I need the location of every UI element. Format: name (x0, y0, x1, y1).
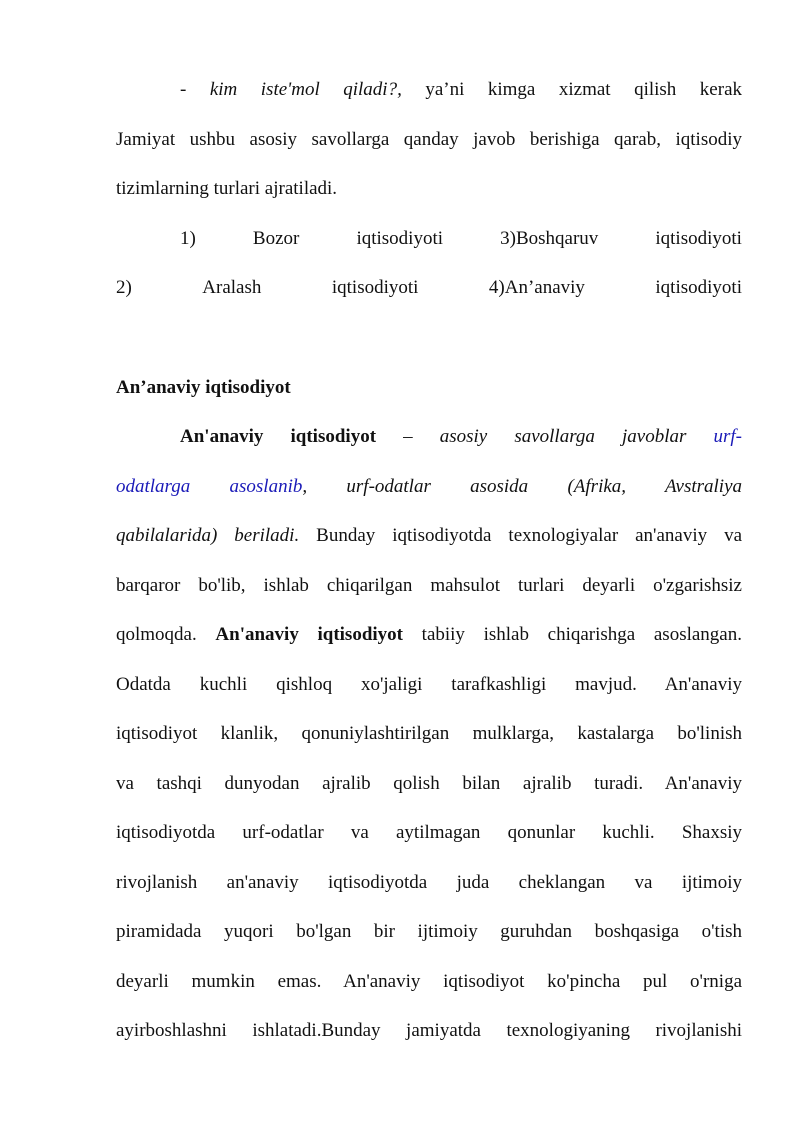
text-line: piramidada yuqori bo'lgan bir ijtimoiy guruhdan boshqasiga o'tish (116, 921, 742, 942)
text-fragment: qolmoqda. (116, 624, 216, 645)
text-line: va tashqi dunyodan ajralib qolish bilan ajralib turadi. An'anaviy (116, 773, 742, 794)
text-line: iqtisodiyotda urf-odatlar va aytilmagan qonunlar kuchli. Shaxsiy (116, 822, 742, 843)
list-cell: 1) (180, 228, 196, 249)
text-fragment: tabiiy ishlab chiqarishga asoslangan. (403, 624, 742, 645)
text-line: Jamiyat ushbu asosiy savollarga qanday javob berishiga qarab, iqtisodiy (116, 129, 742, 150)
list-row-1 (180, 227, 742, 251)
list-cell: Bozor (252, 228, 300, 249)
text-line: barqaror bo'lib, ishlab chiqarilgan mahsulot turlari deyarli o'zgarishsiz (116, 575, 742, 596)
text-fragment: Bunday iqtisodiyotda texnologiyalar an'anaviy va (299, 525, 743, 546)
text-line: Odatda kuchli qishloq xo'jaligi tarafkashligi mavjud. An'anaviy (116, 674, 742, 695)
definition-fragment: – asosiy savollarga javoblar (376, 426, 714, 447)
text-line: iqtisodiyot klanlik, qonuniylashtirilgan mulklarga, kastalarga bo'linish (116, 723, 742, 744)
list-cell: iqtisodiyoti (356, 228, 444, 249)
italic-question: - kim iste'mol qiladi?, (180, 79, 402, 100)
list-cell: iqtisodiyoti (655, 277, 742, 298)
list-cell: iqtisodiyoti (331, 277, 419, 298)
bold-term: An'anaviy iqtisodiyot (215, 624, 403, 645)
text-line (116, 623, 742, 647)
list-cell: Aralash (202, 277, 262, 298)
text-line: tizimlarning turlari ajratiladi. (116, 178, 338, 199)
text-line: deyarli mumkin emas. An'anaviy iqtisodiyot ko'pincha pul o'rniga (116, 971, 742, 992)
section-heading: An’anaviy iqtisodiyot (116, 377, 291, 398)
hyperlink[interactable]: urf- (713, 426, 742, 447)
text-fragment: ya’ni kimga xizmat qilish kerak (401, 79, 742, 100)
text-line (116, 425, 742, 449)
list-row-2 (116, 276, 742, 300)
list-cell: iqtisodiyoti (655, 228, 742, 249)
definition-fragment: qabilalarida) beriladi. (116, 525, 300, 546)
hyperlink[interactable]: odatlarga asoslanib (116, 476, 303, 497)
text-line: ayirboshlashni ishlatadi.Bunday jamiyatda texnologiyaning rivojlanishi (116, 1020, 742, 1041)
text-line: rivojlanish an'anaviy iqtisodiyotda juda cheklangan va ijtimoiy (116, 872, 742, 893)
text-line (116, 524, 742, 548)
text-line (116, 78, 742, 102)
definition-fragment: , urf-odatlar asosida (Afrika, Avstraliya (302, 476, 743, 497)
bold-term: An'anaviy iqtisodiyot (180, 426, 377, 447)
list-cell: 4)An’anaviy (488, 277, 585, 298)
list-cell: 2) (116, 277, 132, 298)
list-cell: 3)Boshqaruv (500, 228, 599, 249)
text-line (116, 475, 742, 499)
